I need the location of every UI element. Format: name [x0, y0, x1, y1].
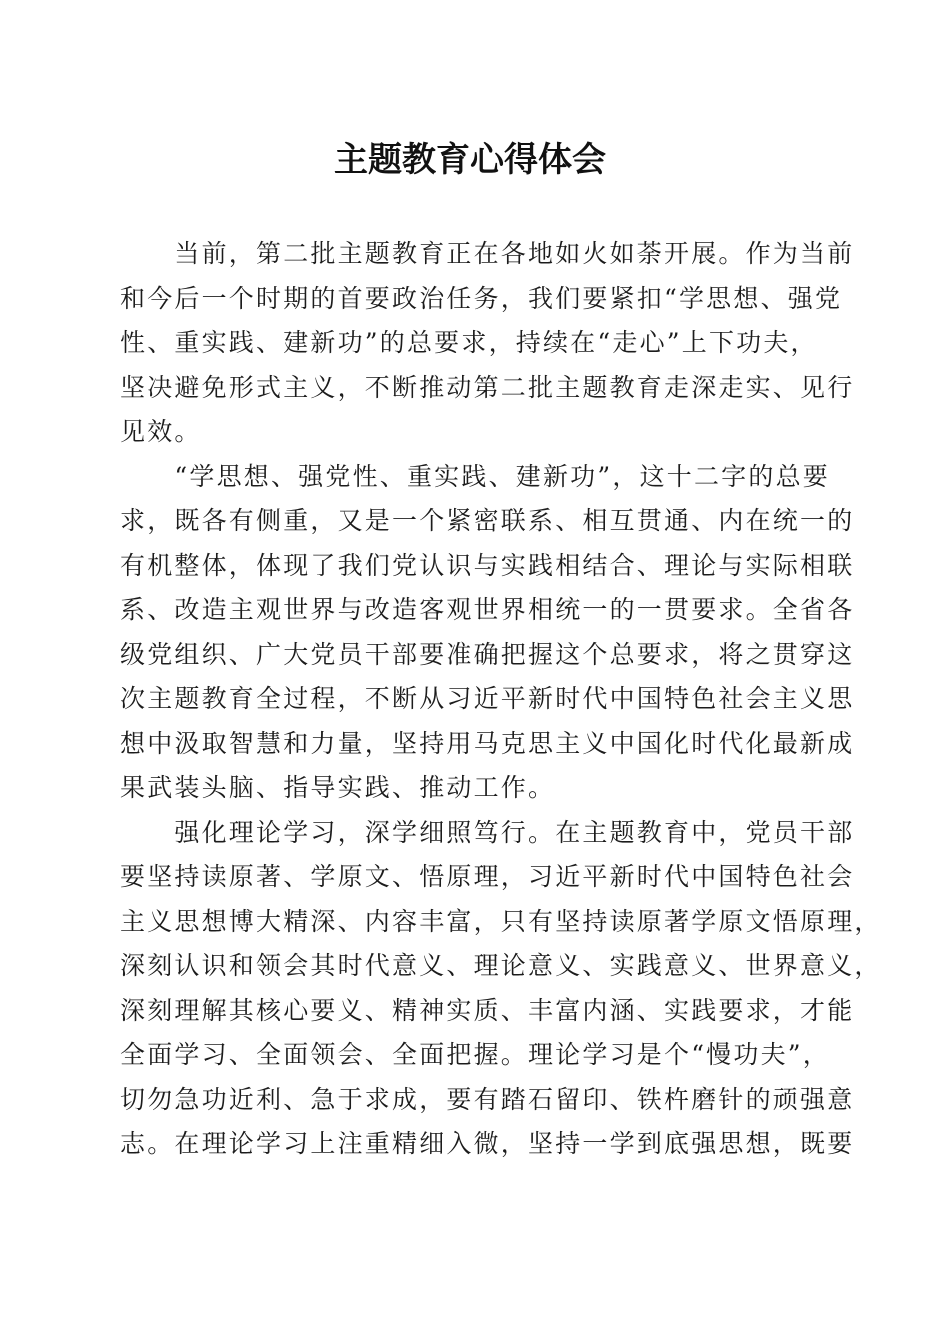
text-line: 想中汲取智慧和力量，坚持用马克思主义中国化时代化最新成 — [120, 728, 855, 758]
document-body — [120, 232, 882, 1167]
text-line: 级党组织、广大党员干部要准确把握这个总要求，将之贯穿这 — [120, 639, 855, 669]
text-line: 坚决避免形式主义，不断推动第二批主题教育走深走实、见行 — [120, 372, 855, 402]
text-line: 和今后一个时期的首要政治任务，我们要紧扣“学思想、强党 — [120, 283, 843, 313]
text-line: 要坚持读原著、学原文、悟原理，习近平新时代中国特色社会 — [120, 862, 855, 891]
text-line: 性、重实践、建新功”的总要求，持续在“走心”上下功夫， — [120, 328, 818, 357]
text-line: 当前，第二批主题教育正在各地如火如荼开展。作为当前 — [120, 239, 855, 268]
text-line: “学思想、强党性、重实践、建新功”，这十二字的总要 — [120, 461, 830, 491]
text-line: 果武装头脑、指导实践、推动工作。 — [120, 773, 556, 802]
text-line: 全面学习、全面领会、全面把握。理论学习是个“慢功夫”， — [120, 1040, 830, 1069]
text-line: 次主题教育全过程，不断从习近平新时代中国特色社会主义思 — [120, 684, 855, 713]
text-line: 主义思想博大精深、内容丰富，只有坚持读原著学原文悟原理， — [120, 906, 882, 936]
text-line: 深刻认识和领会其时代意义、理论意义、实践意义、世界意义， — [120, 951, 882, 980]
text-line: 系、改造主观世界与改造客观世界相统一的一贯要求。全省各 — [120, 595, 855, 624]
text-line: 强化理论学习，深学细照笃行。在主题教育中，党员干部 — [120, 817, 855, 847]
text-line: 志。在理论学习上注重精细入微，坚持一学到底强思想，既要 — [120, 1129, 855, 1158]
text-line: 见效。 — [120, 417, 202, 446]
text-line: 切勿急功近利、急于求成，要有踏石留印、铁杵磨针的顽强意 — [120, 1084, 855, 1114]
page-title: 主题教育心得体会 — [334, 140, 606, 180]
text-line: 有机整体，体现了我们党认识与实践相结合、理论与实际相联 — [120, 550, 855, 580]
text-line: 求，既各有侧重，又是一个紧密联系、相互贯通、内在统一的 — [120, 506, 855, 535]
text-line: 深刻理解其核心要义、精神实质、丰富内涵、实践要求，才能 — [120, 995, 855, 1025]
